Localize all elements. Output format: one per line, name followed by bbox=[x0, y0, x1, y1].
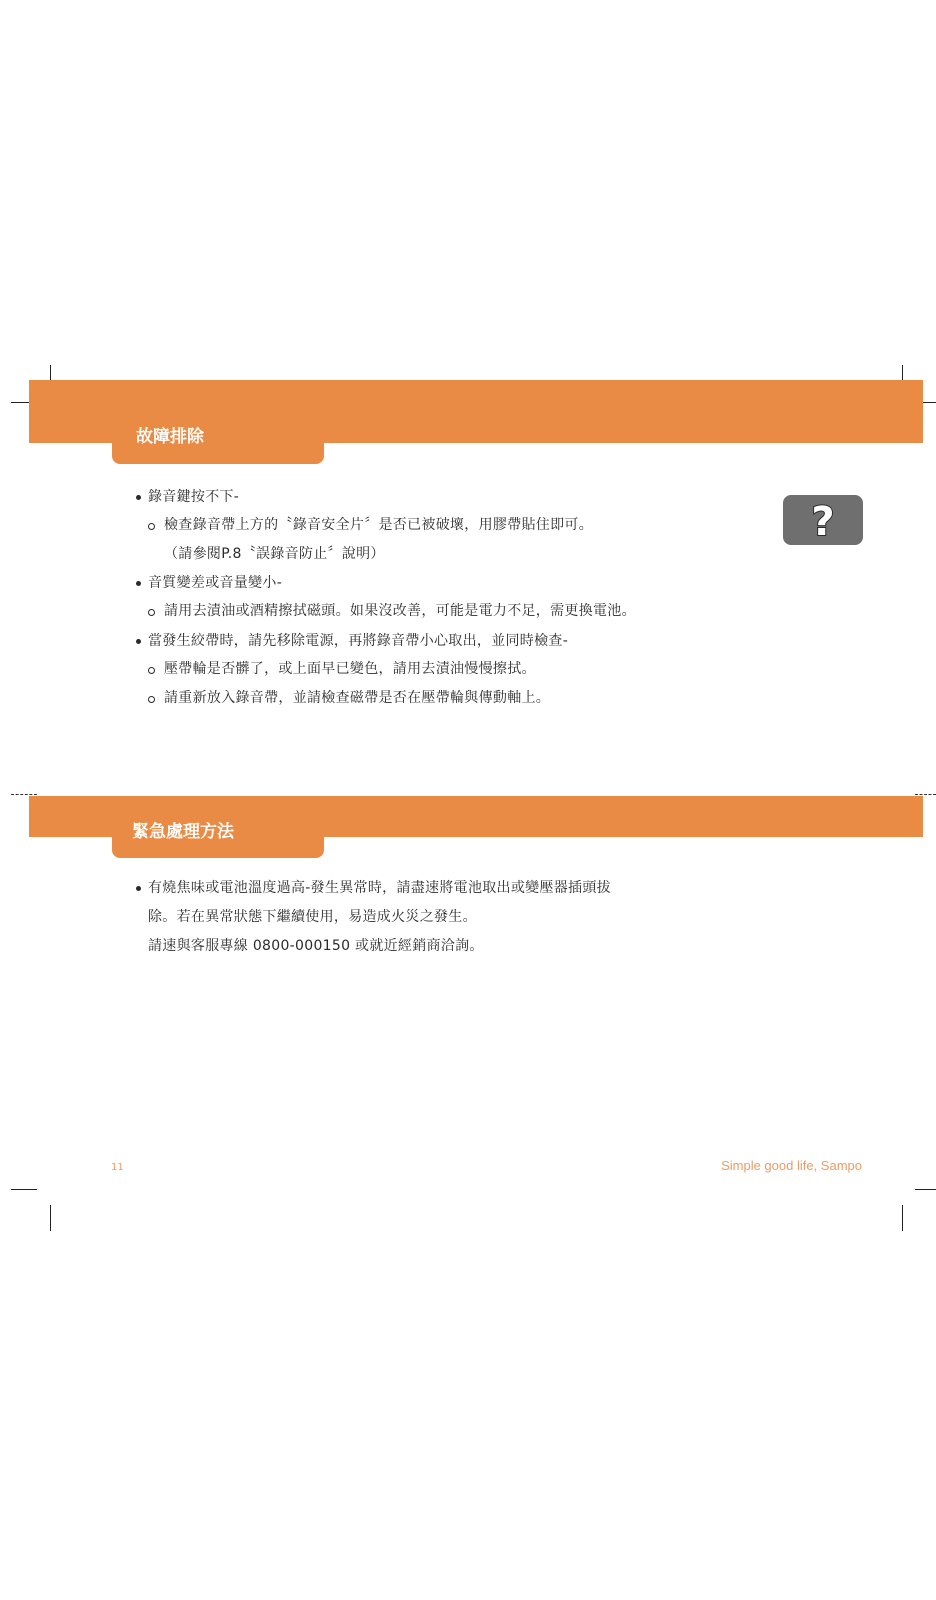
list-item: 音質變差或音量變小- bbox=[148, 575, 283, 591]
crop-mark-bottom-left bbox=[50, 1205, 51, 1231]
question-icon bbox=[783, 495, 863, 545]
section1-title: 故障排除 bbox=[112, 430, 324, 464]
list-item: 檢查錄音帶上方的〝錄音安全片〞是否已被破壞，用膠帶貼住即可。 bbox=[164, 517, 593, 533]
emergency-line: 請速與客服專線 0800-000150 或就近經銷商洽詢。 bbox=[148, 938, 484, 954]
emergency-line: 有燒焦味或電池溫度過高-發生異常時，請盡速將電池取出或變壓器插頭拔 bbox=[148, 880, 611, 896]
list-item-note: （請參閱P.8〝誤錄音防止〞說明） bbox=[164, 546, 385, 562]
sub-bullet-marker bbox=[148, 523, 155, 530]
question-glyph: ? bbox=[811, 499, 835, 545]
crop-mark-bottom-left-h bbox=[11, 1189, 37, 1190]
bullet-marker bbox=[136, 581, 141, 586]
emergency-line: 除。若在異常狀態下繼續使用，易造成火災之發生。 bbox=[148, 909, 477, 925]
bullet-marker bbox=[136, 886, 141, 891]
list-item: 壓帶輪是否髒了，或上面早已變色，請用去漬油慢慢擦拭。 bbox=[164, 661, 536, 677]
dotted-separator-right bbox=[915, 794, 936, 795]
bullet-marker bbox=[136, 495, 141, 500]
list-item: 請用去漬油或酒精擦拭磁頭。如果沒改善，可能是電力不足，需更換電池。 bbox=[164, 603, 636, 619]
brand-slogan: Simple good life, Sampo bbox=[721, 1158, 862, 1173]
list-item: 請重新放入錄音帶，並請檢查磁帶是否在壓帶輪與傳動軸上。 bbox=[164, 690, 551, 706]
list-item: 錄音鍵按不下- bbox=[148, 489, 240, 505]
section2-title: 緊急處理方法 bbox=[112, 822, 324, 858]
sub-bullet-marker bbox=[148, 609, 155, 616]
crop-mark-bottom-right-h bbox=[915, 1189, 936, 1190]
dotted-separator-left bbox=[11, 794, 37, 795]
page-number: 11 bbox=[111, 1162, 124, 1173]
bullet-marker bbox=[136, 639, 141, 644]
sub-bullet-marker bbox=[148, 696, 155, 703]
crop-mark-bottom-right bbox=[902, 1205, 903, 1231]
sub-bullet-marker bbox=[148, 667, 155, 674]
list-item: 當發生絞帶時，請先移除電源，再將錄音帶小心取出，並同時檢查- bbox=[148, 633, 569, 649]
